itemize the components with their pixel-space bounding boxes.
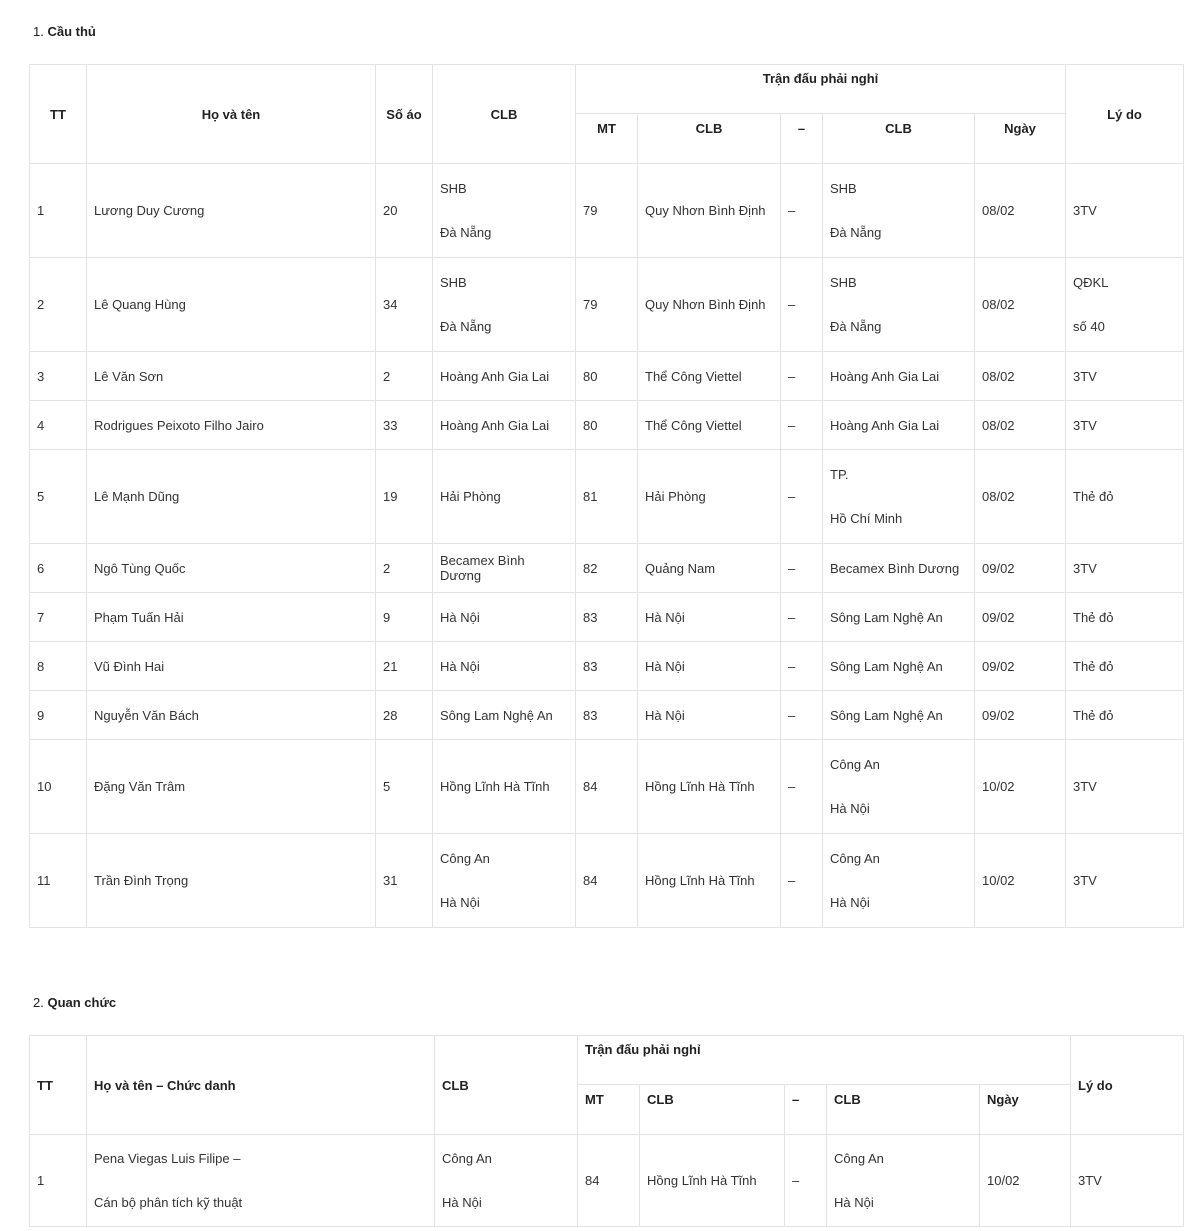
cell-club-home [638, 740, 781, 834]
cell-club-away [823, 544, 975, 593]
cell-club-away-line: TP. [830, 466, 849, 482]
cell-mt: 82 [576, 544, 638, 593]
cell-club-line: Becamex Bình Dương [440, 553, 525, 583]
cell-tt: 9 [30, 691, 87, 740]
cell-club-home-line: Quảng Nam [645, 560, 716, 576]
cell-reason-line: Thẻ đỏ [1073, 609, 1114, 625]
header-dash: – [785, 1085, 827, 1135]
cell-mt: 80 [576, 401, 638, 450]
cell-shirt: 28 [376, 691, 433, 740]
cell-date: 10/02 [975, 740, 1066, 834]
cell-club-home [640, 1135, 785, 1227]
cell-reason-line: 3TV [1073, 560, 1097, 576]
cell-dash: – [781, 642, 823, 691]
cell-dash: – [781, 164, 823, 258]
table-row [30, 352, 1184, 401]
cell-club-line: Hà Nội [440, 894, 480, 910]
cell-date: 09/02 [975, 642, 1066, 691]
cell-club-away [823, 740, 975, 834]
cell-club-line: Đà Nẵng [440, 224, 492, 240]
table-row [30, 691, 1184, 740]
cell-club-away-line: SHB [830, 274, 857, 290]
cell-dash: – [781, 691, 823, 740]
cell-club-line: Công An [440, 850, 490, 866]
cell-dash: – [781, 258, 823, 352]
cell-club-home [638, 834, 781, 928]
cell-reason [1066, 834, 1184, 928]
cell-shirt: 21 [376, 642, 433, 691]
cell-club-away-line: Đà Nẵng [830, 318, 882, 334]
cell-club-line: Hải Phòng [440, 489, 501, 504]
cell-club-home [638, 164, 781, 258]
cell-name-title-line: Pena Viegas Luis Filipe – [94, 1150, 241, 1166]
cell-mt: 83 [576, 642, 638, 691]
cell-reason [1066, 258, 1184, 352]
table-row [30, 401, 1184, 450]
cell-dash: – [785, 1135, 827, 1227]
cell-club [435, 1135, 578, 1227]
header-club-away: CLB [823, 114, 975, 164]
players-table [29, 64, 1184, 928]
cell-name: Trần Đình Trọng [87, 834, 376, 928]
cell-club-away-line: Hoàng Anh Gia Lai [830, 417, 940, 433]
cell-reason [1071, 1135, 1184, 1227]
section-2-number: 2. [33, 995, 44, 1010]
cell-club-home-line: Quy Nhơn Bình Định [645, 297, 766, 312]
cell-reason [1066, 450, 1184, 544]
cell-tt: 6 [30, 544, 87, 593]
header-tt: TT [30, 1036, 87, 1135]
cell-shirt: 34 [376, 258, 433, 352]
cell-club-home [638, 401, 781, 450]
cell-tt: 5 [30, 450, 87, 544]
header-club-away: CLB [827, 1085, 980, 1135]
cell-date: 09/02 [975, 544, 1066, 593]
cell-dash: – [781, 450, 823, 544]
table-row [30, 593, 1184, 642]
cell-name: Phạm Tuấn Hải [87, 593, 376, 642]
header-date: Ngày [975, 114, 1066, 164]
cell-club-line: Hà Nội [442, 1194, 482, 1210]
cell-name: Lê Mạnh Dũng [87, 450, 376, 544]
header-mt: MT [578, 1085, 640, 1135]
cell-club-away-line: Hà Nội [830, 894, 870, 910]
cell-club-away-line: Sông Lam Nghệ An [830, 658, 943, 674]
section-1-title [33, 24, 96, 39]
table-row [30, 740, 1184, 834]
cell-club-home [638, 352, 781, 401]
cell-club-line: SHB [440, 180, 467, 196]
cell-dash: – [781, 352, 823, 401]
table-row [30, 544, 1184, 593]
cell-tt: 3 [30, 352, 87, 401]
header-name: Họ và tên [87, 65, 376, 164]
cell-club-line: Đà Nẵng [440, 318, 492, 334]
header-mt: MT [576, 114, 638, 164]
cell-date: 10/02 [980, 1135, 1071, 1227]
cell-club [433, 401, 576, 450]
cell-club-home-line: Quy Nhơn Bình Định [645, 203, 766, 218]
cell-tt: 2 [30, 258, 87, 352]
cell-shirt: 19 [376, 450, 433, 544]
header-tt: TT [30, 65, 87, 164]
cell-reason [1066, 593, 1184, 642]
cell-date: 08/02 [975, 450, 1066, 544]
cell-reason-line: QĐKL [1073, 274, 1109, 290]
cell-mt: 81 [576, 450, 638, 544]
cell-reason-line: Thẻ đỏ [1073, 489, 1114, 504]
header-club: CLB [435, 1036, 578, 1135]
cell-date: 08/02 [975, 164, 1066, 258]
cell-date: 09/02 [975, 691, 1066, 740]
cell-tt: 11 [30, 834, 87, 928]
cell-date: 08/02 [975, 352, 1066, 401]
cell-club-home-line: Hồng Lĩnh Hà Tĩnh [647, 1173, 757, 1188]
cell-club-away-line: Sông Lam Nghệ An [830, 707, 943, 723]
cell-dash: – [781, 401, 823, 450]
cell-mt: 80 [576, 352, 638, 401]
cell-club-away [823, 450, 975, 544]
cell-club-away-line: Becamex Bình Dương [830, 560, 960, 576]
cell-club [433, 450, 576, 544]
cell-club-home [638, 450, 781, 544]
cell-date: 09/02 [975, 593, 1066, 642]
cell-date: 08/02 [975, 401, 1066, 450]
cell-mt: 83 [576, 691, 638, 740]
cell-shirt: 31 [376, 834, 433, 928]
cell-shirt: 2 [376, 352, 433, 401]
cell-club-away [823, 691, 975, 740]
cell-name: Vũ Đình Hai [87, 642, 376, 691]
cell-reason [1066, 352, 1184, 401]
cell-dash: – [781, 834, 823, 928]
cell-club-away [823, 401, 975, 450]
cell-tt: 4 [30, 401, 87, 450]
table-row [30, 642, 1184, 691]
cell-club [433, 593, 576, 642]
cell-mt: 83 [576, 593, 638, 642]
cell-club-away-line: Công An [830, 850, 880, 866]
cell-club-line: Hà Nội [440, 609, 480, 625]
cell-reason-line: 3TV [1073, 203, 1097, 218]
cell-club-home [638, 258, 781, 352]
header-date: Ngày [980, 1085, 1071, 1135]
cell-club [433, 544, 576, 593]
cell-club-away [823, 352, 975, 401]
cell-club [433, 352, 576, 401]
cell-tt: 1 [30, 164, 87, 258]
cell-club-away-line: Hoàng Anh Gia Lai [830, 368, 940, 384]
cell-shirt: 9 [376, 593, 433, 642]
cell-shirt: 33 [376, 401, 433, 450]
cell-tt: 7 [30, 593, 87, 642]
cell-club-line: Hà Nội [440, 658, 480, 674]
cell-reason-line: Thẻ đỏ [1073, 658, 1114, 674]
cell-reason-line: 3TV [1078, 1173, 1102, 1188]
cell-tt: 8 [30, 642, 87, 691]
cell-reason-line: 3TV [1073, 779, 1097, 794]
cell-name-title [87, 1135, 435, 1227]
cell-dash: – [781, 740, 823, 834]
cell-club [433, 258, 576, 352]
cell-club [433, 642, 576, 691]
cell-name: Nguyễn Văn Bách [87, 691, 376, 740]
header-club: CLB [433, 65, 576, 164]
header-dash: – [781, 114, 823, 164]
cell-club-home [638, 593, 781, 642]
cell-tt: 1 [30, 1135, 87, 1227]
cell-name: Rodrigues Peixoto Filho Jairo [87, 401, 376, 450]
header-shirt: Số áo [376, 65, 433, 164]
section-2-heading: Quan chức [47, 995, 117, 1010]
cell-club-away [823, 642, 975, 691]
cell-club-away-line: SHB [830, 180, 857, 196]
table-row [30, 164, 1184, 258]
cell-reason-line: 3TV [1073, 417, 1097, 433]
cell-date: 08/02 [975, 258, 1066, 352]
cell-club [433, 691, 576, 740]
cell-club [433, 164, 576, 258]
header-name-title: Họ và tên – Chức danh [87, 1036, 435, 1135]
cell-club-line: Hoàng Anh Gia Lai [440, 368, 550, 384]
cell-club-home-line: Hà Nội [645, 609, 685, 625]
cell-reason-line: 3TV [1073, 368, 1097, 384]
cell-reason [1066, 691, 1184, 740]
cell-club-away-line: Sông Lam Nghệ An [830, 609, 943, 625]
cell-dash: – [781, 544, 823, 593]
table-row [30, 450, 1184, 544]
cell-reason [1066, 544, 1184, 593]
cell-club-away [823, 164, 975, 258]
section-1-number: 1. [33, 24, 44, 39]
cell-club-line: Sông Lam Nghệ An [440, 707, 553, 723]
cell-shirt: 5 [376, 740, 433, 834]
cell-reason-line: 3TV [1073, 873, 1097, 888]
cell-shirt: 2 [376, 544, 433, 593]
officials-table [29, 1035, 1184, 1227]
cell-club-home [638, 642, 781, 691]
cell-mt: 84 [576, 834, 638, 928]
cell-club-line: SHB [440, 274, 467, 290]
cell-shirt: 20 [376, 164, 433, 258]
cell-club-away-line: Hà Nội [830, 800, 870, 816]
cell-date: 10/02 [975, 834, 1066, 928]
cell-name: Lê Quang Hùng [87, 258, 376, 352]
cell-club-away-line: Hồ Chí Minh [830, 510, 903, 526]
table-row [30, 258, 1184, 352]
cell-name: Lê Văn Sơn [87, 352, 376, 401]
cell-club-line: Công An [442, 1150, 492, 1166]
cell-club-home-line: Thể Công Viettel [645, 368, 742, 384]
cell-dash: – [781, 593, 823, 642]
header-club-home: CLB [638, 114, 781, 164]
cell-name-title-line: Cán bộ phân tích kỹ thuật [94, 1194, 243, 1210]
cell-club-away [823, 593, 975, 642]
cell-club-home [638, 691, 781, 740]
cell-club-home-line: Thể Công Viettel [645, 417, 742, 433]
cell-mt: 84 [578, 1135, 640, 1227]
cell-reason [1066, 164, 1184, 258]
cell-club-home-line: Hồng Lĩnh Hà Tĩnh [645, 779, 755, 794]
header-match-group: Trận đấu phải nghỉ [578, 1036, 1071, 1085]
header-club-home: CLB [640, 1085, 785, 1135]
cell-reason [1066, 642, 1184, 691]
cell-club-away [827, 1135, 980, 1227]
table-row [30, 834, 1184, 928]
cell-club-line: Hồng Lĩnh Hà Tĩnh [440, 779, 550, 794]
header-reason: Lý do [1071, 1036, 1184, 1135]
cell-reason [1066, 401, 1184, 450]
cell-club-home-line: Hồng Lĩnh Hà Tĩnh [645, 873, 755, 888]
cell-club-away [823, 834, 975, 928]
cell-mt: 79 [576, 258, 638, 352]
cell-name: Lương Duy Cương [87, 164, 376, 258]
cell-name: Đặng Văn Trâm [87, 740, 376, 834]
cell-reason-line: Thẻ đỏ [1073, 707, 1114, 723]
cell-club [433, 834, 576, 928]
cell-reason-line: số 40 [1073, 318, 1105, 334]
cell-club-away-line: Đà Nẵng [830, 224, 882, 240]
cell-club-line: Hoàng Anh Gia Lai [440, 417, 550, 433]
cell-club-home-line: Hà Nội [645, 707, 685, 723]
cell-club-home-line: Hà Nội [645, 658, 685, 674]
cell-club-away-line: Hà Nội [834, 1194, 874, 1210]
cell-mt: 79 [576, 164, 638, 258]
cell-club-home [638, 544, 781, 593]
cell-name: Ngô Tùng Quốc [87, 544, 376, 593]
section-2-title [33, 995, 116, 1010]
header-match-group: Trận đấu phải nghỉ [576, 65, 1066, 114]
cell-reason [1066, 740, 1184, 834]
header-reason: Lý do [1066, 65, 1184, 164]
cell-club-away [823, 258, 975, 352]
cell-club-away-line: Công An [834, 1150, 884, 1166]
cell-tt: 10 [30, 740, 87, 834]
cell-club-away-line: Công An [830, 756, 880, 772]
table-row [30, 1135, 1184, 1227]
section-1-heading: Cầu thủ [47, 24, 96, 39]
cell-club [433, 740, 576, 834]
cell-club-home-line: Hải Phòng [645, 489, 706, 504]
cell-mt: 84 [576, 740, 638, 834]
